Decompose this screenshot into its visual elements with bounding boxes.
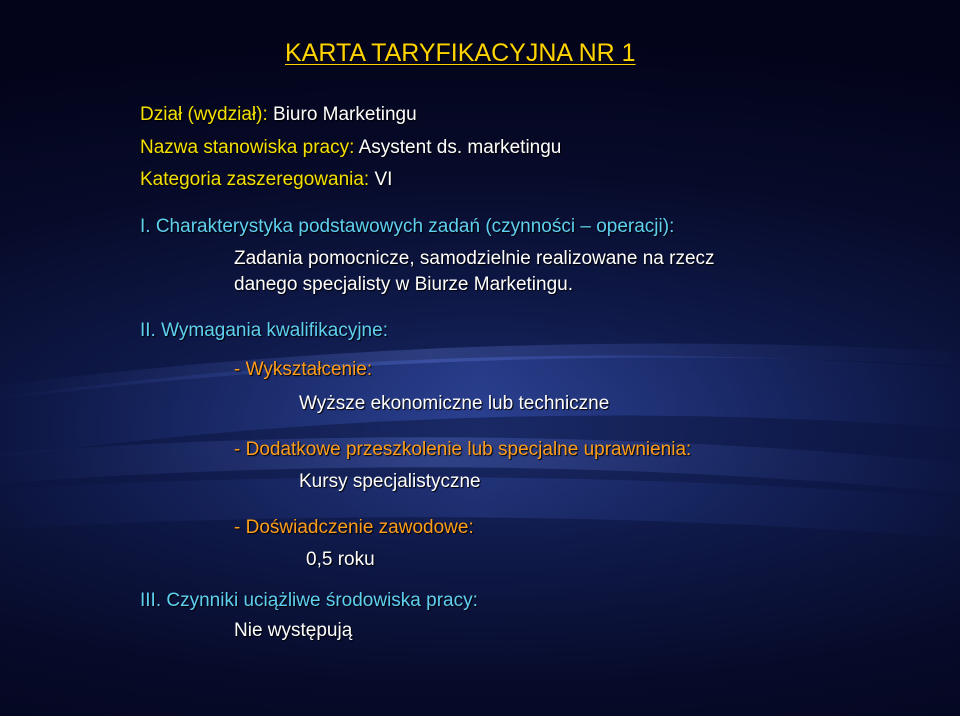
category-value: VI bbox=[374, 169, 393, 190]
education-label: - Wykształcenie: bbox=[234, 359, 373, 380]
position-row bbox=[140, 137, 561, 159]
section1-line2: danego specjalisty w Biurze Marketingu. bbox=[234, 274, 574, 295]
training-value: Kursy specjalistyczne bbox=[299, 471, 481, 492]
section2-heading: II. Wymagania kwalifikacyjne: bbox=[140, 320, 388, 341]
education-value: Wyższe ekonomiczne lub techniczne bbox=[299, 393, 610, 414]
category-row bbox=[140, 169, 392, 191]
experience-value: 0,5 roku bbox=[306, 549, 375, 570]
section3-heading: III. Czynniki uciążliwe środowiska pracy: bbox=[140, 590, 478, 611]
position-value: Asystent ds. marketingu bbox=[358, 137, 562, 158]
experience-label: - Doświadczenie zawodowe: bbox=[234, 517, 474, 538]
dept-row bbox=[140, 104, 417, 126]
category-label: Kategoria zaszeregowania: bbox=[140, 169, 370, 190]
page-title: KARTA TARYFIKACYJNA NR 1 bbox=[285, 39, 636, 67]
section1-line1: Zadania pomocnicze, samodzielnie realizowane na rzecz bbox=[234, 248, 715, 269]
dept-label: Dział (wydział): bbox=[140, 104, 268, 125]
dept-value: Biuro Marketingu bbox=[273, 104, 417, 125]
section3-value: Nie występują bbox=[234, 620, 353, 641]
training-label: - Dodatkowe przeszkolenie lub specjalne uprawnienia: bbox=[234, 439, 692, 460]
position-label: Nazwa stanowiska pracy: bbox=[140, 137, 355, 158]
section1-heading: I. Charakterystyka podstawowych zadań (czynności – operacji): bbox=[140, 216, 675, 237]
